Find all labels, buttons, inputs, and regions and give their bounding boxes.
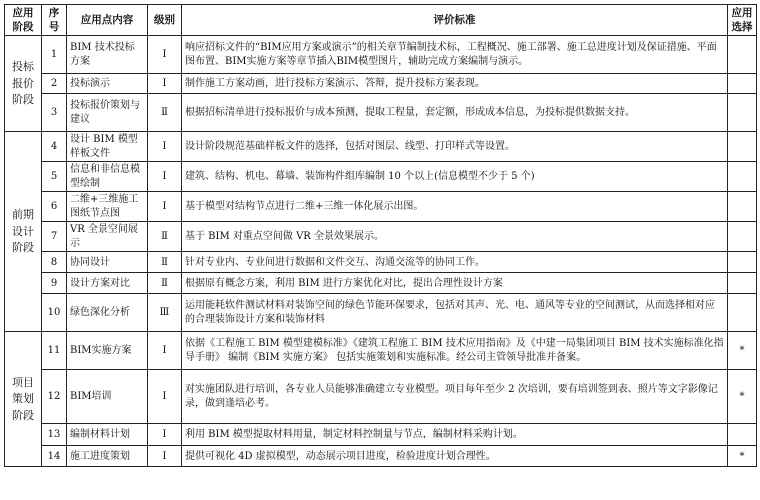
row-level: Ⅰ [148, 424, 182, 446]
row-select: * [728, 332, 757, 370]
row-select [728, 162, 757, 192]
row-level: Ⅰ [148, 332, 182, 370]
row-criteria: 设计阶段规范基础样板文件的选择，包括对图层、线型、打印样式等设置。 [182, 132, 728, 162]
row-no: 13 [42, 424, 67, 446]
row-criteria: 依据《工程施工 BIM 模型建模标准》《建筑工程施工 BIM 技术应用指南》及《中建一局集团项目 BIM 技术实施标准化指导手册》 编制《BIM 实施方案》 包括实施策划和实施标准。经公司主管领导批准并备案。 [182, 332, 728, 370]
header-stage: 应用阶段 [5, 5, 42, 36]
row-select [728, 132, 757, 162]
row-content: BIM培训 [67, 370, 148, 424]
header-select: 应用选择 [728, 5, 757, 36]
table-row [5, 424, 757, 446]
row-level: Ⅱ [148, 252, 182, 273]
row-level: Ⅱ [148, 222, 182, 252]
table-row [5, 332, 757, 370]
row-select [728, 94, 757, 132]
row-select [728, 252, 757, 273]
row-criteria: 基于模型对结构节点进行二维+三维一体化展示出图。 [182, 192, 728, 222]
row-criteria: 运用能耗软件测试材料对装饰空间的绿色节能环保要求，包括对其声、光、电、通风等专业的空间测试，从而选择相对应的合理装饰设计方案和装饰材料 [182, 294, 728, 332]
row-select: * [728, 446, 757, 467]
table-row [5, 74, 757, 94]
row-select [728, 273, 757, 294]
row-level: Ⅱ [148, 94, 182, 132]
row-content: 协同设计 [67, 252, 148, 273]
row-level: Ⅰ [148, 74, 182, 94]
row-content: 施工进度策划 [67, 446, 148, 467]
row-content: 投标报价策划与建议 [67, 94, 148, 132]
row-no: 6 [42, 192, 67, 222]
row-select [728, 36, 757, 74]
row-criteria: 制作施工方案动画，进行投标方案演示、答辩，提升投标方案表现。 [182, 74, 728, 94]
row-select [728, 192, 757, 222]
row-no: 14 [42, 446, 67, 467]
row-no: 4 [42, 132, 67, 162]
row-content: 信息和非信息模型绘制 [67, 162, 148, 192]
row-content: 二维+三维施工图纸节点图 [67, 192, 148, 222]
stage-cell: 项目策划阶段 [5, 332, 42, 467]
row-criteria: 针对专业内、专业间进行数据和文件交互、沟通交流等的协同工作。 [182, 252, 728, 273]
table-row [5, 370, 757, 424]
row-level: Ⅰ [148, 446, 182, 467]
row-no: 9 [42, 273, 67, 294]
evaluation-table [4, 4, 757, 467]
header-row [5, 5, 757, 36]
table-row [5, 94, 757, 132]
row-criteria: 基于 BIM 对重点空间做 VR 全景效果展示。 [182, 222, 728, 252]
row-criteria: 建筑、结构、机电、幕墙、装饰构件组库编制 10 个以上(信息模型不少于 5 个) [182, 162, 728, 192]
row-content: 绿色深化分析 [67, 294, 148, 332]
row-content: 投标演示 [67, 74, 148, 94]
table-row [5, 132, 757, 162]
row-level: Ⅰ [148, 370, 182, 424]
row-level: Ⅰ [148, 132, 182, 162]
row-criteria: 对实施团队进行培训，各专业人员能够准确建立专业模型。项目每年至少 2 次培训，要有培训签到表、照片等文字影像记录，做到逢培必考。 [182, 370, 728, 424]
row-no: 1 [42, 36, 67, 74]
row-level: Ⅲ [148, 294, 182, 332]
table-row [5, 273, 757, 294]
row-level: Ⅰ [148, 192, 182, 222]
table-row [5, 252, 757, 273]
row-no: 11 [42, 332, 67, 370]
row-no: 5 [42, 162, 67, 192]
row-no: 2 [42, 74, 67, 94]
table-row [5, 36, 757, 74]
stage-cell: 投标报价阶段 [5, 36, 42, 132]
header-content: 应用点内容 [67, 5, 148, 36]
row-criteria: 根据招标清单进行投标报价与成本预测，提取工程量，套定额，形成成本信息，为投标提供数据支持。 [182, 94, 728, 132]
row-select [728, 222, 757, 252]
table-row [5, 162, 757, 192]
row-no: 7 [42, 222, 67, 252]
row-level: Ⅱ [148, 273, 182, 294]
row-level: Ⅰ [148, 36, 182, 74]
row-content: VR 全景空间展示 [67, 222, 148, 252]
header-no: 序号 [42, 5, 67, 36]
row-level: Ⅰ [148, 162, 182, 192]
row-content: 设计方案对比 [67, 273, 148, 294]
stage-cell: 前期设计阶段 [5, 132, 42, 332]
row-content: BIM 技术投标方案 [67, 36, 148, 74]
row-criteria: 响应招标文件的“BIM应用方案或演示”的相关章节编制技术标，工程概况、施工部署、施工总进度计划及保证措施、平面图布置、BIM实施方案等章节插入BIM模型图片，辅助完成方案编制与演示。 [182, 36, 728, 74]
table-row [5, 192, 757, 222]
row-content: BIM实施方案 [67, 332, 148, 370]
row-select [728, 424, 757, 446]
header-criteria: 评价标准 [182, 5, 728, 36]
row-criteria: 利用 BIM 模型提取材料用量，制定材料控制量与节点，编制材料采购计划。 [182, 424, 728, 446]
header-level: 级别 [148, 5, 182, 36]
table-row [5, 446, 757, 467]
row-select [728, 74, 757, 94]
row-select [728, 294, 757, 332]
row-no: 10 [42, 294, 67, 332]
row-no: 12 [42, 370, 67, 424]
row-no: 3 [42, 94, 67, 132]
row-content: 编制材料计划 [67, 424, 148, 446]
row-content: 设计 BIM 模型样板文件 [67, 132, 148, 162]
row-criteria: 提供可视化 4D 虚拟模型，动态展示项目进度，检验进度计划合理性。 [182, 446, 728, 467]
table-row [5, 222, 757, 252]
row-select: * [728, 370, 757, 424]
table-row [5, 294, 757, 332]
row-criteria: 根据原有概念方案，利用 BIM 进行方案优化对比，提出合理性设计方案 [182, 273, 728, 294]
row-no: 8 [42, 252, 67, 273]
